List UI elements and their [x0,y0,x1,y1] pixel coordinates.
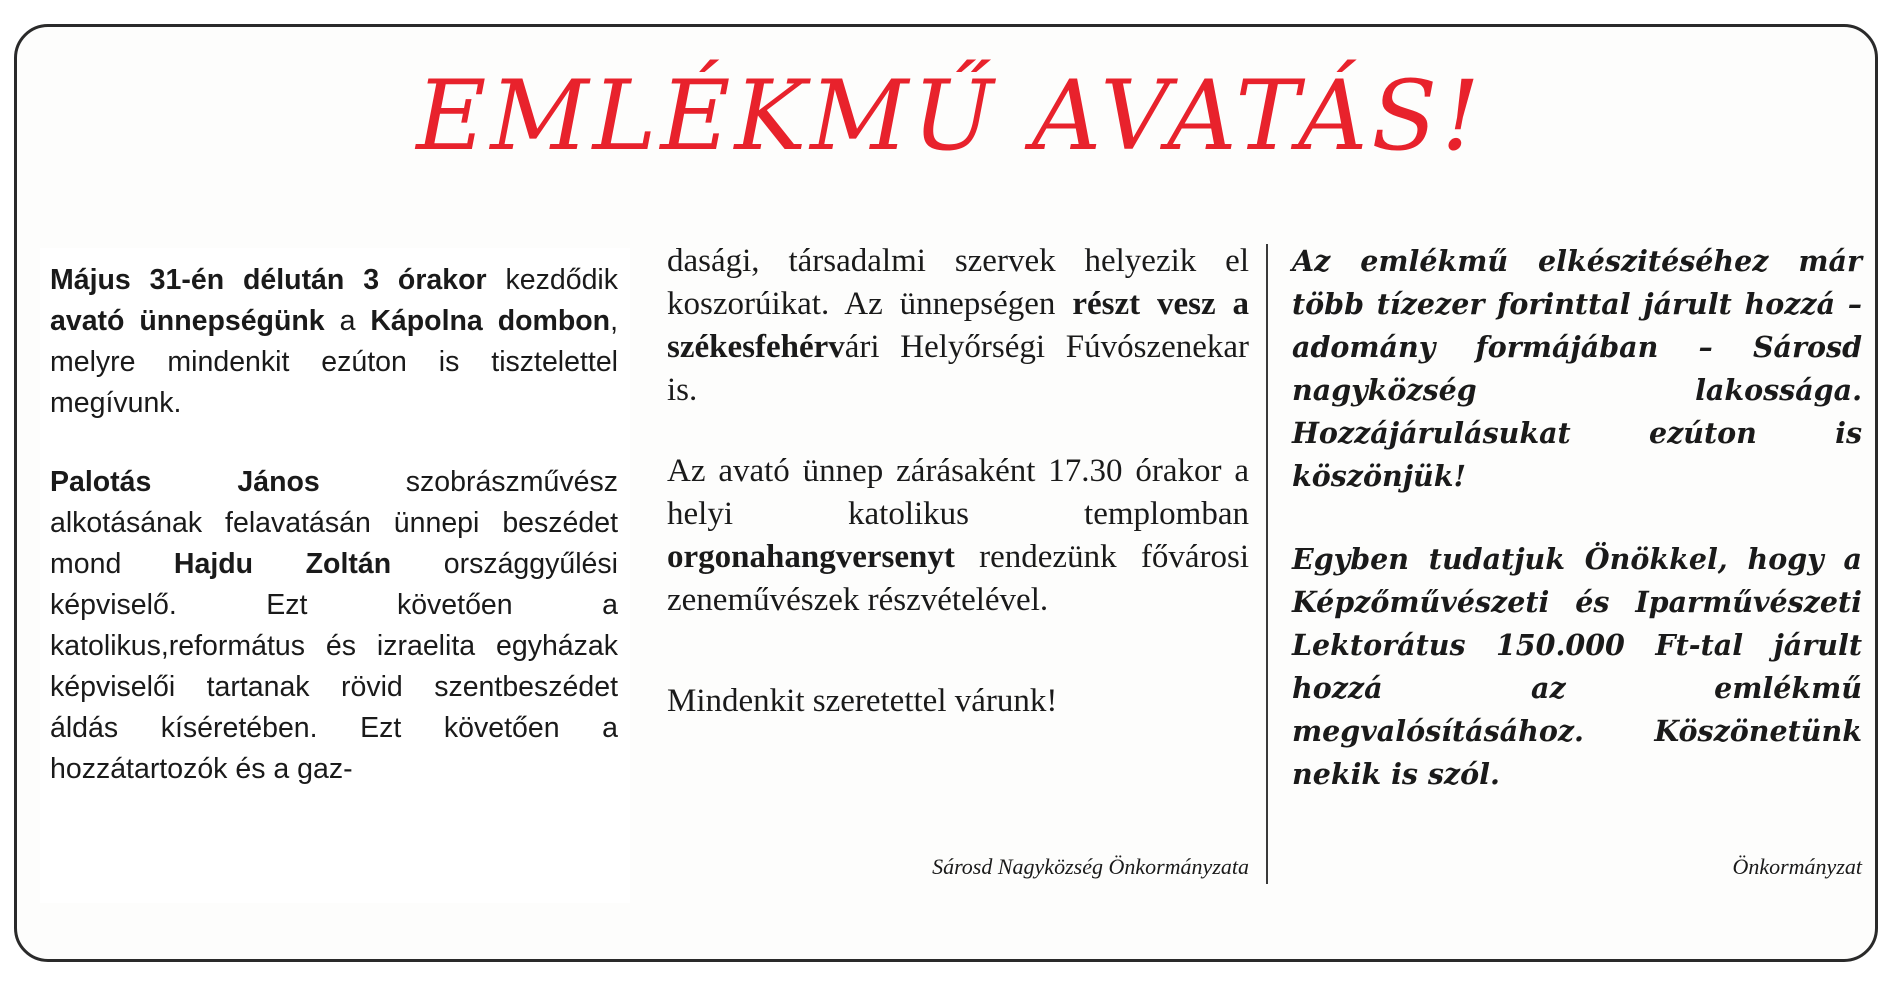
text: országgyűlési képviselő. Ezt követően a katolikus,református és izraelita egyházak képviselői tartanak rövid szentbeszédet áldás kíséretében. Ezt követően a hozzátartozók és a gaz- [50,548,618,785]
column-1 [40,248,630,903]
text: rendezünk fővárosi zeneművészek részvételével. [667,539,1249,618]
text: szobrászművész alkotásának felavatásán ünnepi beszédet mond [50,466,619,580]
bold-text: Palotás János [50,466,320,498]
signature-municipality: Sárosd Nagyközség Önkormányzata [932,854,1249,879]
text: Az avató ünnep zárásaként 17.30 órakor a helyi katolikus templomban [667,453,1249,532]
signature-council: Önkormányzat [1732,854,1862,879]
bold-text: részt vesz a székesfehérv [667,286,1249,365]
bold-text: Kápolna dombon [370,305,611,337]
text: kezdődik [486,264,619,296]
text: a [324,305,371,337]
paragraph-invitation: Mindenkit szeretettel várunk! [667,683,1058,719]
bold-text: Május 31-én délután 3 órakor [50,264,487,296]
bold-text: Hajdu Zoltán [173,548,392,580]
text: ári Helyőrségi Fúvószenekar is. [667,329,1249,408]
paragraph-program [50,462,618,790]
column-2 [667,240,1249,895]
paragraph-concert [667,450,1249,622]
column-3 [1292,240,1862,895]
column-divider [1266,244,1268,884]
bold-text: avató ünnepségünk [50,305,325,337]
paragraph-lectorate: Egyben tudatjuk Önökkel, hogy a Képzőművészeti és Iparművészeti Lektorátus 150.000 Ft-tal járult hozzá az emlékmű megvalósításához. Köszönetünk nekik is szól. [1292,542,1862,791]
text: , melyre mindenkit ezúton is tisztelettel megívunk. [50,305,619,419]
headline: EMLÉKMŰ AVATÁS! [416,60,1484,172]
paragraph-wreaths [667,240,1249,412]
text: dasági, társadalmi szervek helyezik el koszorúikat. Az ünnepségen [667,243,1249,322]
paragraph-donations: Az emlékmű elkészitéséhez már több tízezer forinttal járult hozzá – adomány formájában – Sárosd nagyközség lakossága. Hozzájárulásukat ezúton is köszönjük! [1292,244,1862,493]
bold-text: orgonahangversenyt [667,539,955,575]
paragraph-event-start [50,260,618,424]
